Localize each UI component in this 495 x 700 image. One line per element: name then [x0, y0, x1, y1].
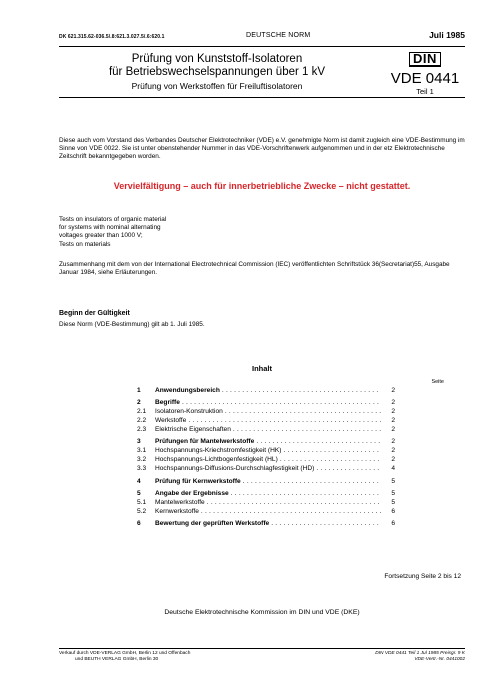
toc-page: 2	[391, 447, 395, 455]
toc-number: 4	[137, 477, 141, 485]
toc-label: Anwendungsbereich . . .	[155, 387, 381, 396]
toc-number: 1	[137, 387, 141, 394]
toc-row	[137, 426, 395, 435]
toc-page: 2	[391, 456, 395, 464]
toc-number: 2	[137, 399, 141, 407]
toc-number: 5.2	[137, 507, 147, 515]
toc-label: Begriffe . . .	[155, 399, 381, 408]
sales-info-line: und BEUTH VERLAG GmbH, Berlin 30	[75, 657, 159, 663]
toc-number: 5.1	[137, 498, 147, 506]
toc-row	[137, 508, 395, 517]
publication-date: Juli 1985	[429, 30, 465, 40]
toc-number: 3	[137, 438, 141, 446]
dke-committee: Deutsche Elektrotechnische Kommission im DIN und VDE (DKE)	[164, 609, 360, 616]
toc-label: Bewertung der geprüften Werkstoffe . . .	[155, 520, 381, 529]
toc-label: Kernwerkstoffe . . .	[155, 508, 381, 517]
norm-label: DEUTSCHE NORM	[246, 32, 311, 39]
toc-number: 5	[137, 489, 141, 497]
toc-page-column-label: Seite	[431, 379, 444, 385]
title-line-1: Prüfung von Kunststoff-Isolatoren	[131, 53, 303, 65]
toc-page: 4	[391, 465, 395, 473]
subtitle: Prüfung von Werkstoffen für Freiluftisolatoren	[131, 81, 303, 91]
toc-row	[137, 447, 395, 456]
toc-row	[137, 387, 395, 396]
toc-label: Hochspannungs-Kriechstromfestigkeit (HK) . . .	[155, 447, 381, 456]
table-of-contents	[137, 387, 395, 529]
toc-number: 6	[137, 520, 141, 528]
toc-label: Mantelwerkstoffe . . .	[155, 499, 381, 508]
sales-info-line: Verkauf durch VDE-VERLAG GmbH, Berlin 12 und Offenbach	[59, 651, 191, 656]
document-reference-line: DIN VDE 0441 Teil 1 Jul 1985 Preisgr. 9 K	[375, 651, 465, 656]
continuation-note: Fortsetzung Seite 2 bis 12	[384, 573, 461, 580]
toc-page: 5	[391, 498, 395, 506]
dk-number: DK 621.315.62-036.5/.8:621.3.027.5/.6:620.1	[59, 34, 165, 40]
toc-page: 2	[391, 399, 395, 407]
toc-page: 5	[391, 477, 395, 485]
english-title-line: voltages greater than 1000 V;	[59, 232, 143, 240]
toc-page: 2	[391, 417, 395, 425]
title-line-2: für Betriebswechselspannungen über 1 kV	[108, 66, 326, 78]
toc-row	[137, 417, 395, 426]
iec-note: Zusammenhang mit dem von der International Electrotechnical Commission (IEC) veröffentlichten Schriftstück 36(Secretariat)55, Ausgabe Januar 1984, siehe Erläuterungen.	[59, 261, 450, 277]
english-title	[59, 216, 465, 249]
validity-text: Diese Norm (VDE-Bestimmung) gilt ab 1. Juli 1985.	[59, 321, 205, 328]
din-block	[385, 50, 465, 96]
toc-page: 2	[391, 426, 395, 434]
top-meta	[59, 32, 465, 46]
document-reference	[375, 651, 465, 664]
toc-row	[137, 399, 395, 408]
toc-page: 2	[391, 438, 395, 446]
intro-paragraph: Diese auch vom Vorstand des Verbandes Deutscher Elektrotechniker (VDE) e.V. genehmigte Norm ist damit zugleich eine VDE-Bestimmung im Sinne von VDE 0022. Sie ist unter obenstehender Nummer in das VDE-Vorschriftenwerk aufgenommen und in der etz Elektrotechnische Zeitschrift bekanntgegeben worden.	[59, 137, 465, 161]
toc-page: 2	[391, 408, 395, 416]
toc-title: Inhalt	[252, 364, 272, 373]
toc-label: Prüfungen für Mantelwerkstoffe . . .	[155, 438, 381, 447]
toc-row	[137, 408, 395, 417]
document-reference-line: VDE-Vertr.-Nr. 0441002	[414, 657, 465, 663]
toc-label: Werkstoffe . . .	[155, 417, 381, 426]
toc-label: Isolatoren-Konstruktion . . .	[155, 408, 381, 417]
toc-number: 3.2	[137, 456, 147, 464]
english-title-line: Tests on insulators of organic material	[59, 216, 167, 223]
toc-label: Hochspannungs-Lichtbogenfestigkeit (HL) . . .	[155, 456, 381, 465]
title-header	[59, 46, 465, 98]
sales-info	[59, 651, 190, 664]
copy-warning: Vervielfältigung – auch für innerbetriebliche Zwecke – nicht gestattet.	[113, 181, 411, 191]
toc-row	[137, 490, 395, 499]
toc-page: 6	[391, 507, 395, 515]
toc-row	[137, 438, 395, 447]
din-logo: DIN	[409, 52, 441, 67]
bottom-rule	[59, 648, 465, 649]
title-block	[59, 53, 375, 92]
din-part: Teil 1	[416, 87, 434, 96]
toc-number: 2.1	[137, 408, 147, 416]
toc-page: 2	[391, 387, 395, 394]
toc-label: Elektrische Eigenschaften . . .	[155, 426, 381, 435]
toc-label: Angabe der Ergebnisse . . .	[155, 490, 381, 499]
toc-number: 2.3	[137, 426, 147, 434]
toc-row	[137, 499, 395, 508]
toc-row	[137, 478, 395, 487]
toc-label: Hochspannungs-Diffusions-Durchschlagfestigkeit (HD) . . .	[155, 465, 381, 474]
toc-page: 6	[391, 520, 395, 528]
toc-page: 5	[391, 489, 395, 497]
din-number: VDE 0441	[390, 70, 460, 87]
toc-row	[137, 520, 395, 529]
english-title-line: Tests on materials	[59, 240, 111, 248]
toc-row	[137, 465, 395, 474]
english-title-line: for systems with nominal alternating	[59, 224, 161, 232]
toc-row	[137, 456, 395, 465]
toc-label: Prüfung für Kernwerkstoffe . . .	[155, 478, 381, 487]
toc-number: 2.2	[137, 417, 147, 425]
validity-heading: Beginn der Gültigkeit	[59, 310, 130, 317]
toc-number: 3.3	[137, 465, 147, 473]
toc-number: 3.1	[137, 447, 147, 455]
